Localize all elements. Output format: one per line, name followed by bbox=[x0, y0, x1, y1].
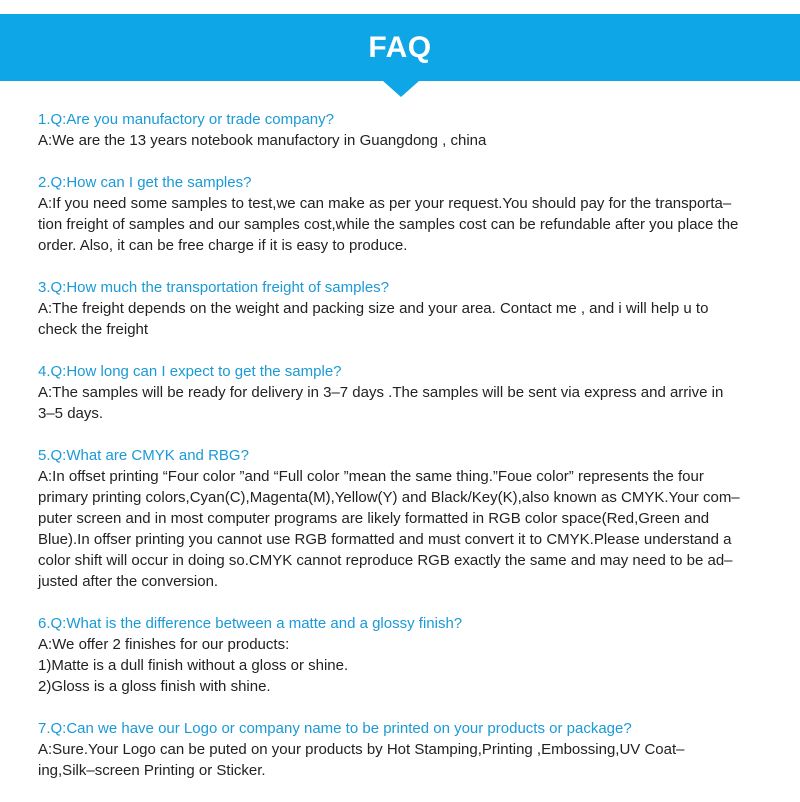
faq-question: 4.Q:How long can I expect to get the sample? bbox=[38, 363, 342, 380]
faq-answer bbox=[38, 193, 768, 256]
faq-answer bbox=[38, 634, 768, 697]
faq-item bbox=[38, 172, 768, 256]
faq-answer bbox=[38, 466, 768, 592]
faq-answer bbox=[38, 739, 768, 781]
faq-answer bbox=[38, 382, 768, 424]
faq-answer-line: 1)Matte is a dull finish without a gloss or shine. bbox=[38, 657, 349, 674]
faq-answer-line: A:In offset printing “Four color ”and “Full color ”mean the same thing.”Foue color” represents the four bbox=[38, 468, 704, 485]
faq-item bbox=[38, 613, 768, 697]
faq-answer-line: 2)Gloss is a gloss finish with shine. bbox=[38, 678, 271, 695]
faq-item bbox=[38, 277, 768, 340]
faq-answer-line: A:The samples will be ready for delivery in 3–7 days .The samples will be sent via express and arrive in bbox=[38, 384, 724, 401]
faq-item bbox=[38, 445, 768, 592]
faq-answer-line: Blue).In offser printing you cannot use RGB formatted and must convert it to CMYK.Please understand a bbox=[38, 531, 732, 548]
faq-answer-line: A:We are the 13 years notebook manufactory in Guangdong , china bbox=[38, 132, 487, 149]
faq-answer bbox=[38, 298, 768, 340]
banner-pointer bbox=[383, 81, 419, 97]
faq-answer-line: puter screen and in most computer programs are likely formatted in RGB color space(Red,Green and bbox=[38, 510, 710, 527]
faq-item bbox=[38, 361, 768, 424]
faq-question: 2.Q:How can I get the samples? bbox=[38, 174, 252, 191]
faq-answer-line: primary printing colors,Cyan(C),Magenta(M),Yellow(Y) and Black/Key(K),also known as CMYK.Your com– bbox=[38, 489, 740, 506]
faq-answer-line: color shift will occur in doing so.CMYK cannot reproduce RGB exactly the same and may need to be ad– bbox=[38, 552, 733, 569]
faq-question: 1.Q:Are you manufactory or trade company? bbox=[38, 111, 334, 128]
faq-answer-line: A:Sure.Your Logo can be puted on your products by Hot Stamping,Printing ,Embossing,UV Coat– bbox=[38, 741, 685, 758]
faq-list bbox=[38, 109, 768, 802]
faq-answer-line: tion freight of samples and our samples cost,while the samples cost can be refundable after you place the bbox=[38, 216, 739, 233]
faq-question: 3.Q:How much the transportation freight of samples? bbox=[38, 279, 390, 296]
faq-answer-line: A:The freight depends on the weight and packing size and your area. Contact me , and i will help u to bbox=[38, 300, 709, 317]
faq-question: 7.Q:Can we have our Logo or company name to be printed on your products or package? bbox=[38, 720, 632, 737]
faq-question: 5.Q:What are CMYK and RBG? bbox=[38, 447, 249, 464]
faq-answer-line: justed after the conversion. bbox=[38, 573, 219, 590]
page-title: FAQ bbox=[368, 31, 432, 64]
faq-answer bbox=[38, 130, 768, 151]
faq-answer-line: A:If you need some samples to test,we can make as per your request.You should pay for the transporta– bbox=[38, 195, 732, 212]
faq-item bbox=[38, 718, 768, 781]
faq-question: 6.Q:What is the difference between a matte and a glossy finish? bbox=[38, 615, 463, 632]
faq-answer-line: order. Also, it can be free charge if it is easy to produce. bbox=[38, 237, 408, 254]
faq-answer-line: check the freight bbox=[38, 321, 149, 338]
faq-answer-line: ing,Silk–screen Printing or Sticker. bbox=[38, 762, 266, 779]
faq-item bbox=[38, 109, 768, 151]
faq-answer-line: 3–5 days. bbox=[38, 405, 104, 422]
faq-answer-line: A:We offer 2 finishes for our products: bbox=[38, 636, 290, 653]
